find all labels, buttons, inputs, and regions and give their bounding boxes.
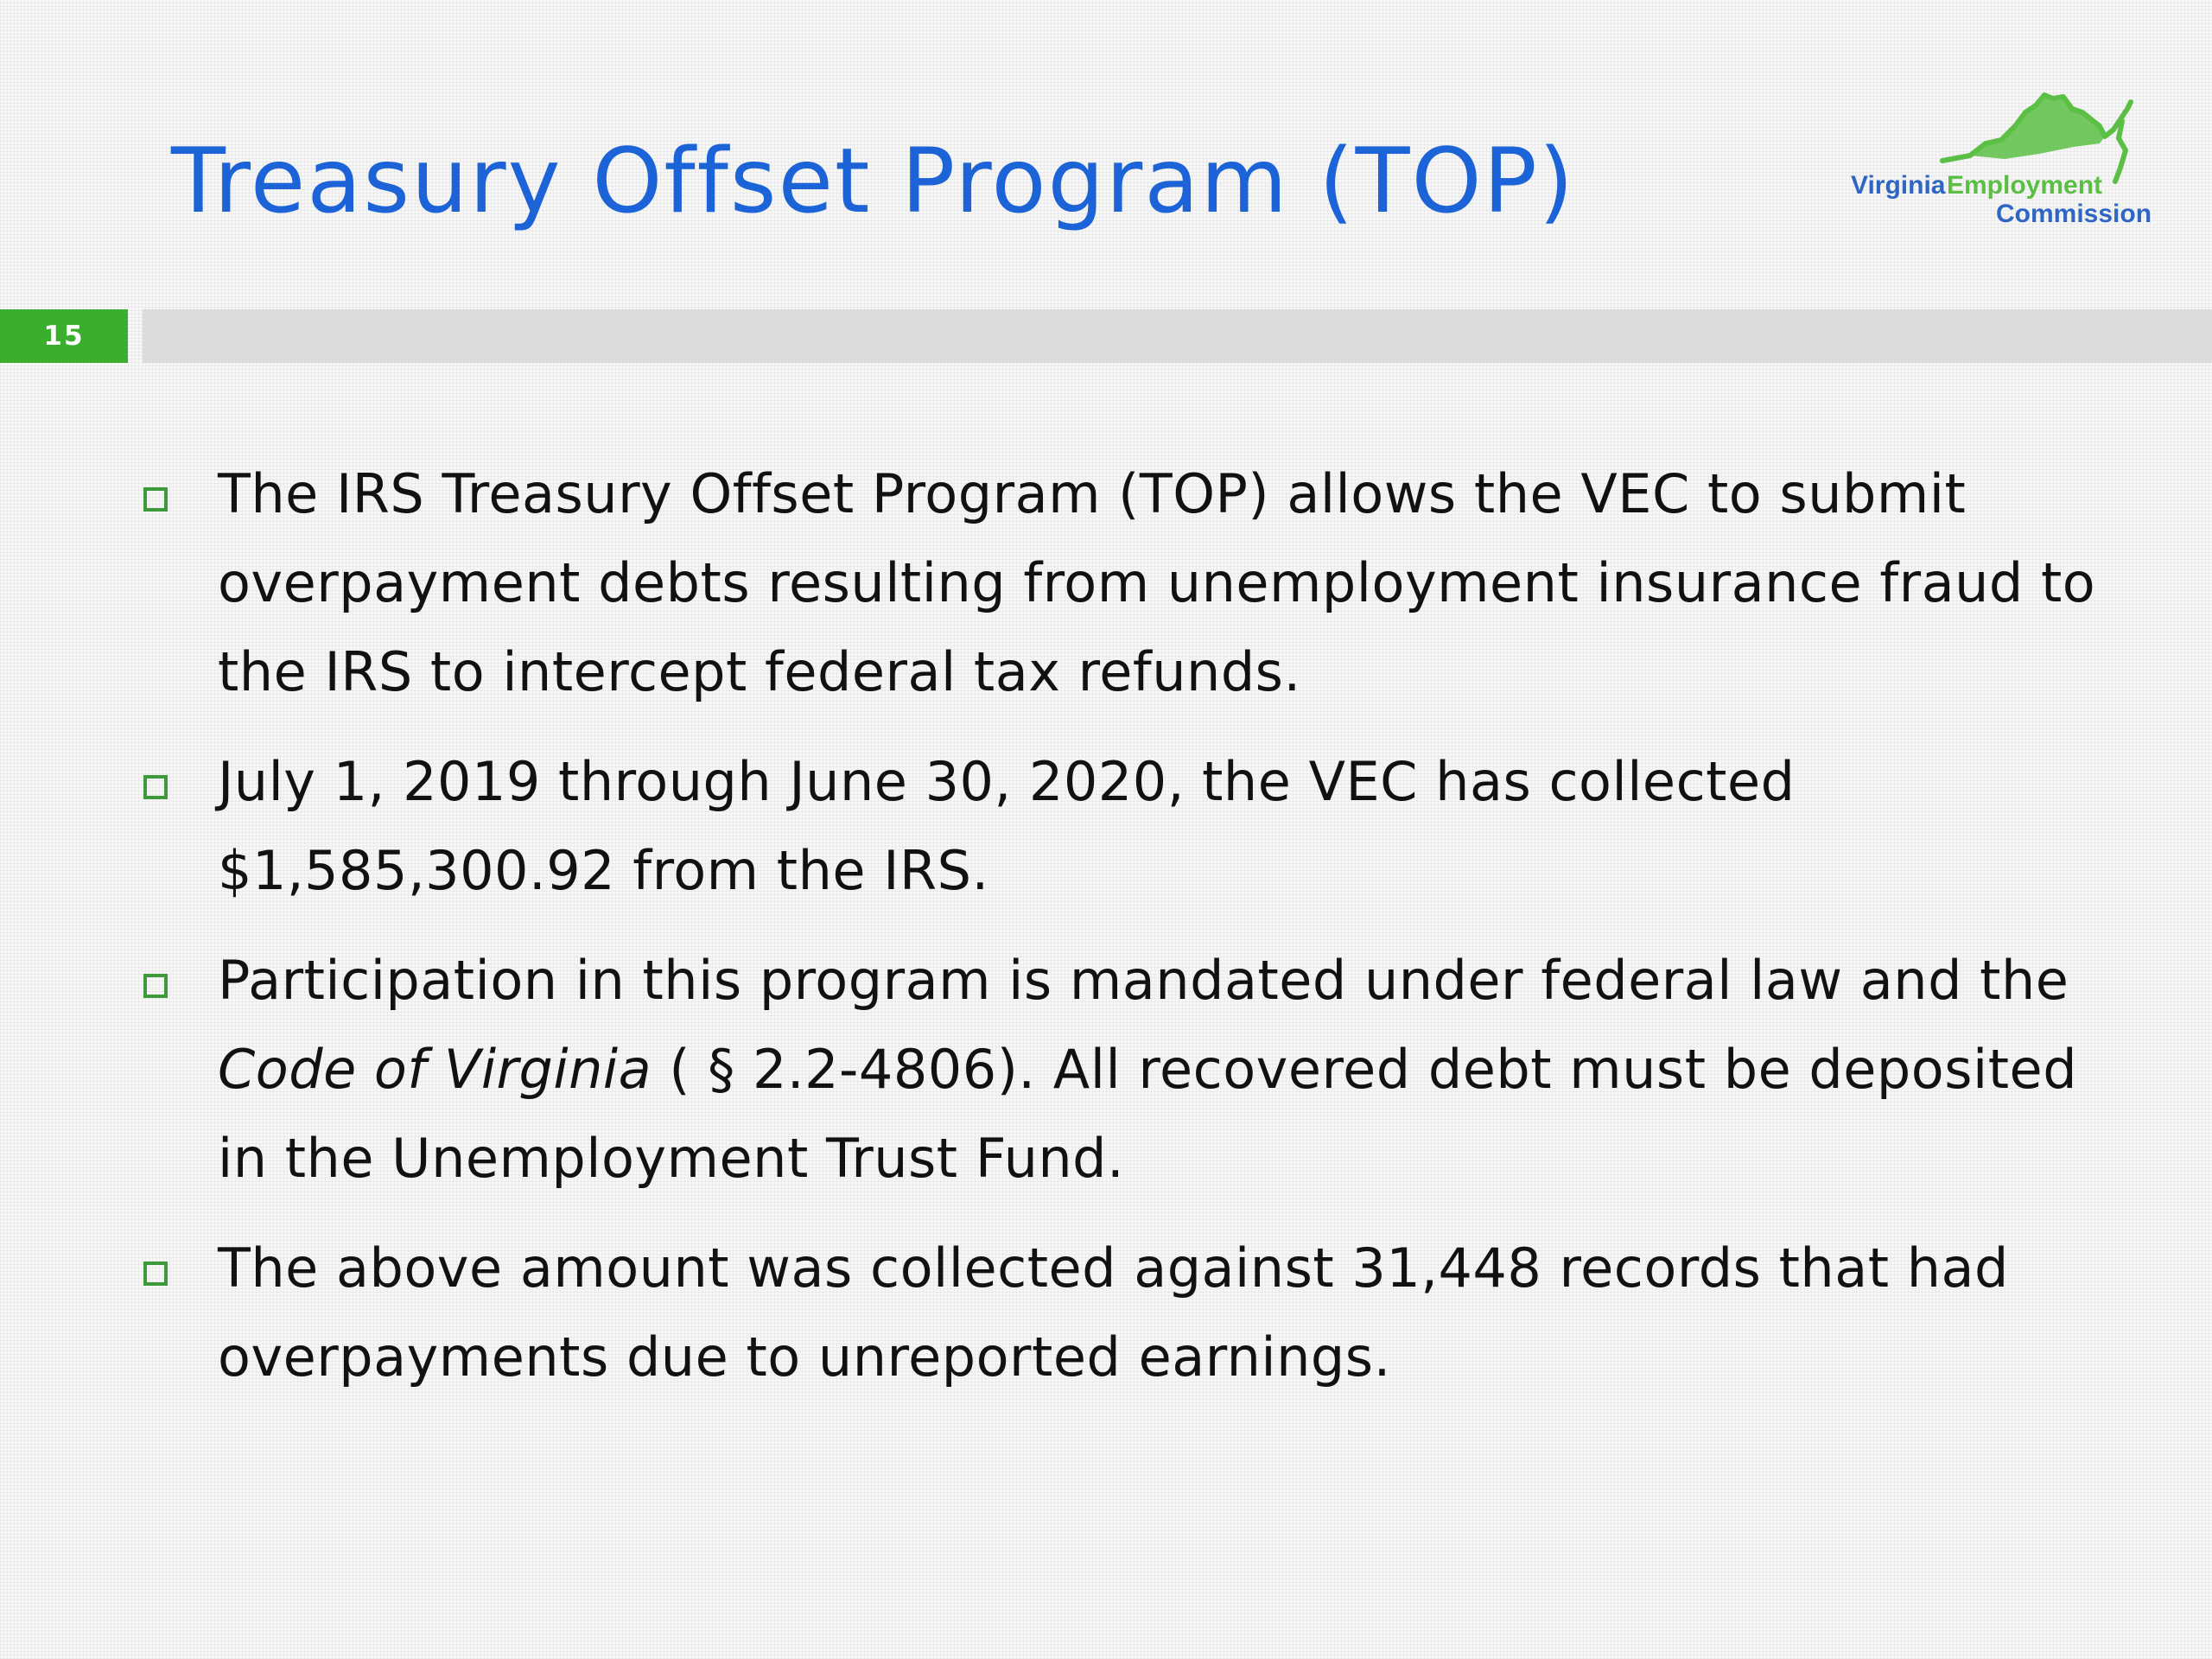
bullet-item: [138, 449, 2126, 716]
bullet-list: [138, 449, 2126, 1422]
bullet-text: [218, 936, 2126, 1203]
virginia-state-outline-icon: [1840, 86, 2186, 233]
bullet-square-icon: [143, 1262, 168, 1286]
logo-word-virginia: Virginia: [1851, 171, 1946, 200]
logo-word-commission: Commission: [1996, 200, 2152, 228]
bullet-square-icon: [143, 775, 168, 799]
bullet-text: [218, 449, 2126, 716]
bullet-text-run: July 1, 2019 through June 30, 2020, the VEC has collected $1,585,300.92 from the IRS.: [218, 750, 1796, 902]
logo-word-employment: Employment: [1947, 171, 2103, 200]
bullet-text: [218, 737, 2126, 915]
title-divider-bar: [143, 309, 2212, 363]
slide-number: 15: [0, 309, 128, 363]
vec-logo: [1840, 86, 2186, 233]
bullet-text: [218, 1224, 2126, 1402]
bullet-item: [138, 936, 2126, 1203]
bullet-text-run: The above amount was collected against 31,448 records that had overpayments due to unreported earnings.: [218, 1236, 2009, 1389]
bullet-item: [138, 1224, 2126, 1402]
citation-italic: Code of Virginia: [218, 1038, 652, 1101]
slide-title: Treasury Offset Program (TOP): [171, 130, 1575, 233]
bullet-square-icon: [143, 487, 168, 512]
bullet-item: [138, 737, 2126, 915]
bullet-text-run: ( § 2.2-4806). All recovered debt must be deposited in the Unemployment Trust Fund.: [218, 1038, 2078, 1190]
bullet-square-icon: [143, 974, 168, 998]
bullet-text-run: Participation in this program is mandated under federal law and the: [218, 949, 2069, 1012]
bullet-text-run: The IRS Treasury Offset Program (TOP) allows the VEC to submit overpayment debts resulting from unemployment insurance fraud to the IRS to intercept federal tax refunds.: [218, 462, 2096, 703]
